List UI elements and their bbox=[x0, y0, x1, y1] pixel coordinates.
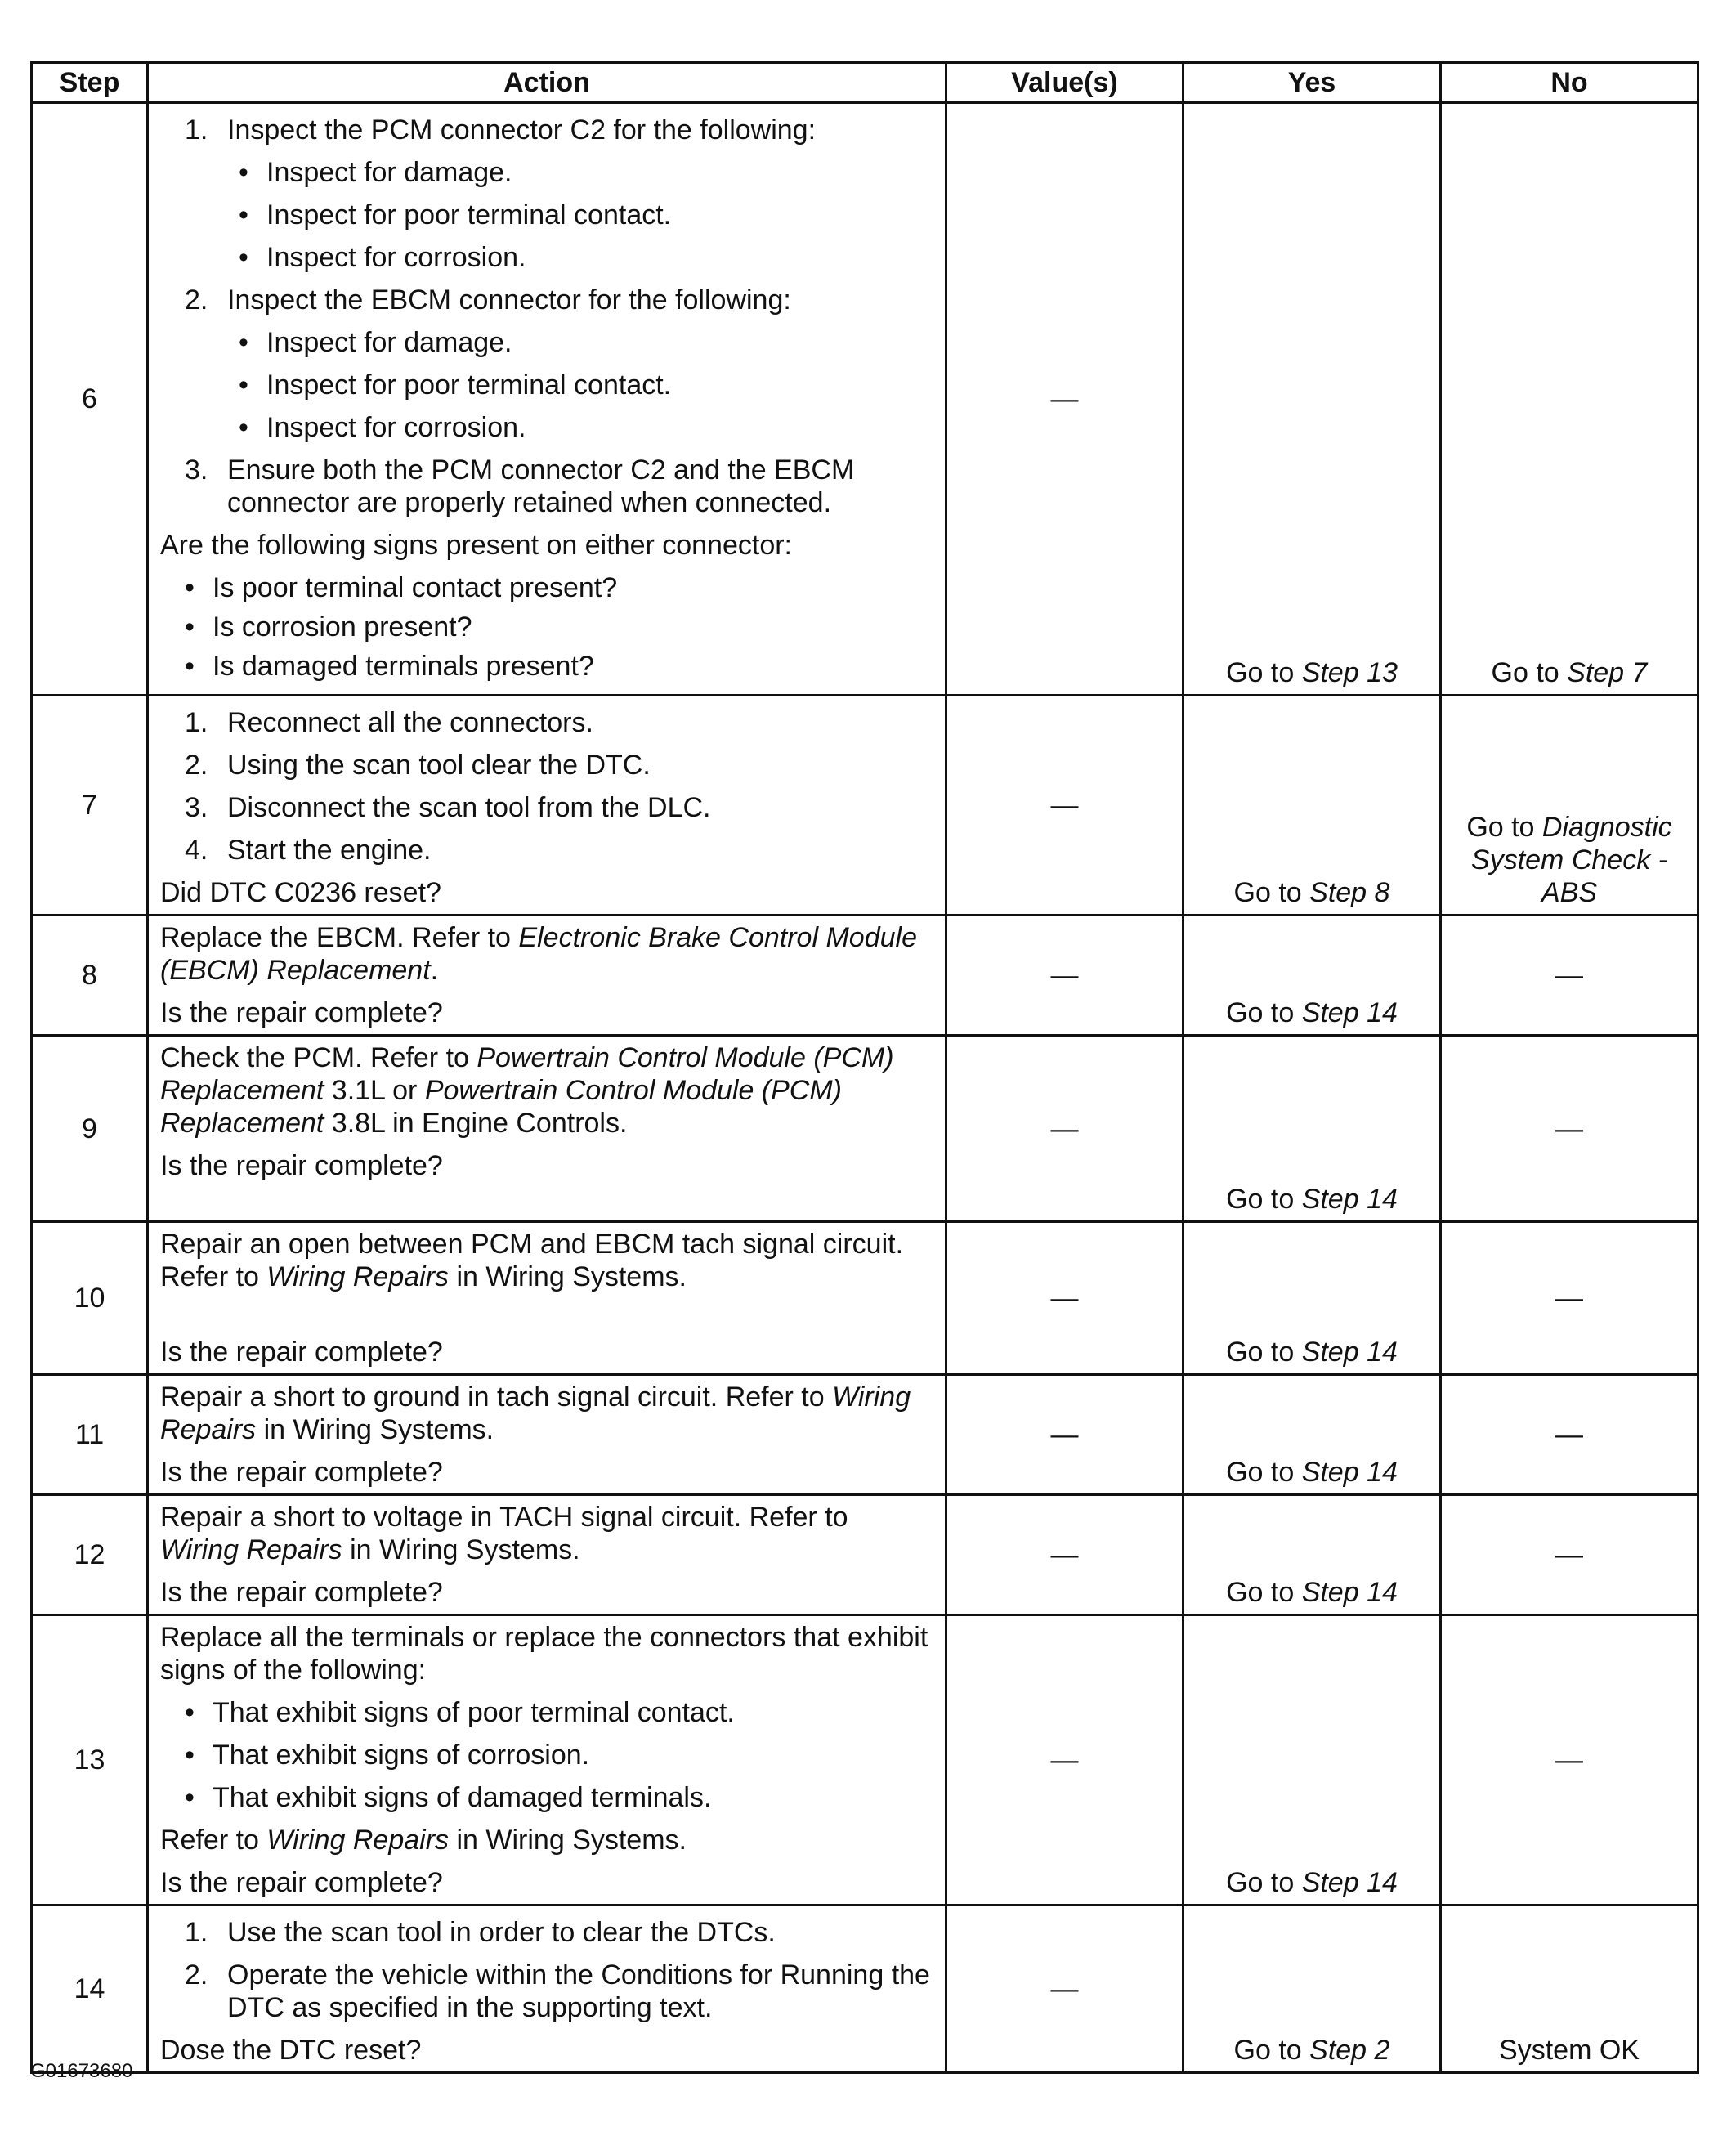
reference-link[interactable]: Wiring Repairs bbox=[266, 1825, 450, 1856]
action-cell bbox=[148, 916, 946, 1036]
yes-prefix: Go to bbox=[1226, 997, 1302, 1028]
yes-cell bbox=[1183, 916, 1441, 1036]
action-subitem: Inspect for corrosion. bbox=[266, 242, 526, 273]
step-number: 8 bbox=[32, 916, 148, 1036]
value-cell: — bbox=[946, 916, 1183, 1036]
no-cell bbox=[1441, 696, 1698, 916]
header-values: Value(s) bbox=[946, 63, 1183, 103]
figure-id: G01673680 bbox=[30, 2060, 133, 2082]
no-prefix: Go to bbox=[1491, 657, 1568, 688]
header-no: No bbox=[1441, 63, 1698, 103]
no-cell: — bbox=[1441, 1036, 1698, 1222]
step-number: 13 bbox=[32, 1615, 148, 1905]
action-question: Is the repair complete? bbox=[160, 1337, 443, 1368]
action-subitem: Inspect for poor terminal contact. bbox=[266, 199, 672, 231]
action-cell bbox=[148, 1375, 946, 1495]
yes-cell bbox=[1183, 1905, 1441, 2073]
bullet-icon: • bbox=[239, 327, 248, 358]
yes-cell bbox=[1183, 1495, 1441, 1615]
step-number: 7 bbox=[32, 696, 148, 916]
reference-link[interactable]: Electronic Brake Control Module (EBCM) Replacement bbox=[160, 922, 917, 986]
table-row bbox=[32, 1375, 1698, 1495]
yes-prefix: Go to bbox=[1226, 1337, 1302, 1368]
list-number: 2. bbox=[185, 750, 208, 781]
action-question: Is the repair complete? bbox=[160, 1457, 443, 1488]
no-step-link[interactable]: Diagnostic System Check - ABS bbox=[1471, 812, 1672, 908]
yes-cell bbox=[1183, 696, 1441, 916]
bullet-icon: • bbox=[239, 157, 248, 188]
yes-step-link[interactable]: Step 8 bbox=[1309, 877, 1390, 908]
action-text: Repair a short to ground in tach signal circuit. Refer to bbox=[160, 1381, 833, 1413]
value-cell: — bbox=[946, 1375, 1183, 1495]
action-question: Is the repair complete? bbox=[160, 997, 443, 1028]
step-number: 10 bbox=[32, 1222, 148, 1375]
action-subitem: That exhibit signs of corrosion. bbox=[213, 1740, 590, 1771]
diagnostic-table-container bbox=[30, 61, 1697, 2074]
action-text: Replace the EBCM. Refer to bbox=[160, 922, 519, 953]
yes-prefix: Go to bbox=[1226, 657, 1302, 688]
header-step: Step bbox=[32, 63, 148, 103]
action-cell bbox=[148, 1495, 946, 1615]
action-question: Is the repair complete? bbox=[160, 1150, 443, 1181]
table-row bbox=[32, 1036, 1698, 1222]
yes-step-link[interactable]: Step 13 bbox=[1301, 657, 1398, 688]
action-text: Check the PCM. Refer to bbox=[160, 1042, 477, 1073]
yes-cell bbox=[1183, 1615, 1441, 1905]
value-cell: — bbox=[946, 1036, 1183, 1222]
step-number: 14 bbox=[32, 1905, 148, 2073]
step-number: 9 bbox=[32, 1036, 148, 1222]
reference-link[interactable]: Powertrain Control Module (PCM) Replacement bbox=[160, 1075, 842, 1139]
bullet-icon: • bbox=[239, 412, 248, 443]
action-item: Inspect the EBCM connector for the following: bbox=[227, 284, 791, 316]
action-subitem: That exhibit signs of poor terminal contact. bbox=[213, 1697, 735, 1728]
list-number: 3. bbox=[185, 792, 208, 823]
action-item: Disconnect the scan tool from the DLC. bbox=[227, 792, 711, 823]
header-action: Action bbox=[148, 63, 946, 103]
value-cell: — bbox=[946, 1222, 1183, 1375]
list-number: 2. bbox=[185, 284, 208, 316]
table-row bbox=[32, 1222, 1698, 1375]
no-cell: System OK bbox=[1441, 1905, 1698, 2073]
header-yes: Yes bbox=[1183, 63, 1441, 103]
bullet-icon: • bbox=[239, 242, 248, 273]
action-subitem: Inspect for poor terminal contact. bbox=[266, 369, 672, 401]
no-cell: — bbox=[1441, 916, 1698, 1036]
action-item: Using the scan tool clear the DTC. bbox=[227, 750, 651, 781]
no-cell: — bbox=[1441, 1495, 1698, 1615]
action-text: . bbox=[430, 955, 439, 986]
action-text: 3.1L or bbox=[324, 1075, 425, 1106]
yes-prefix: Go to bbox=[1226, 1457, 1302, 1488]
table-row bbox=[32, 1615, 1698, 1905]
action-question: Are the following signs present on either connector: bbox=[160, 530, 793, 561]
list-number: 1. bbox=[185, 114, 208, 146]
table-row bbox=[32, 916, 1698, 1036]
list-number: 1. bbox=[185, 707, 208, 738]
bullet-icon: • bbox=[239, 199, 248, 231]
yes-step-link[interactable]: Step 14 bbox=[1301, 1184, 1398, 1215]
action-text: Refer to bbox=[160, 1825, 267, 1856]
action-item: Use the scan tool in order to clear the DTCs. bbox=[227, 1917, 776, 1948]
action-subitem: That exhibit signs of damaged terminals. bbox=[213, 1782, 712, 1813]
action-item: Ensure both the PCM connector C2 and the EBCM connector are properly retained when connected. bbox=[227, 455, 855, 518]
yes-prefix: Go to bbox=[1226, 1867, 1302, 1898]
action-subitem: Is damaged terminals present? bbox=[213, 651, 594, 682]
reference-link[interactable]: Wiring Repairs bbox=[266, 1261, 450, 1292]
bullet-icon: • bbox=[185, 572, 195, 603]
yes-prefix: Go to bbox=[1226, 1577, 1302, 1608]
action-cell bbox=[148, 1905, 946, 2073]
action-text: in Wiring Systems. bbox=[342, 1534, 580, 1565]
action-subitem: Inspect for damage. bbox=[266, 327, 512, 358]
action-item: Reconnect all the connectors. bbox=[227, 707, 593, 738]
yes-prefix: Go to bbox=[1226, 1184, 1302, 1215]
value-cell: — bbox=[946, 1905, 1183, 2073]
bullet-icon: • bbox=[185, 1697, 195, 1728]
bullet-icon: • bbox=[185, 1740, 195, 1771]
action-subitem: Inspect for damage. bbox=[266, 157, 512, 188]
step-number: 12 bbox=[32, 1495, 148, 1615]
diagnostic-steps-table bbox=[30, 61, 1699, 2074]
step-number: 6 bbox=[32, 103, 148, 696]
list-number: 1. bbox=[185, 1917, 208, 1948]
bullet-icon: • bbox=[239, 369, 248, 401]
action-text: Replace all the terminals or replace the connectors that exhibit signs of the following: bbox=[160, 1622, 928, 1686]
action-cell bbox=[148, 1615, 946, 1905]
yes-step-link[interactable]: Step 14 bbox=[1301, 1337, 1398, 1368]
yes-step-link[interactable]: Step 14 bbox=[1301, 1457, 1398, 1488]
no-cell: — bbox=[1441, 1375, 1698, 1495]
no-cell: — bbox=[1441, 1615, 1698, 1905]
action-text: 3.8L in Engine Controls. bbox=[324, 1108, 628, 1139]
yes-prefix: Go to bbox=[1233, 877, 1310, 908]
list-number: 3. bbox=[185, 455, 208, 486]
action-text: in Wiring Systems. bbox=[449, 1825, 687, 1856]
action-text: Repair a short to voltage in TACH signal circuit. Refer to bbox=[160, 1502, 848, 1533]
table-row bbox=[32, 1905, 1698, 2073]
yes-step-link[interactable]: Step 14 bbox=[1301, 1867, 1398, 1898]
table-row bbox=[32, 1495, 1698, 1615]
table-row bbox=[32, 696, 1698, 916]
reference-link[interactable]: Powertrain Control Module (PCM) Replacement bbox=[160, 1042, 894, 1106]
action-question: Is the repair complete? bbox=[160, 1577, 443, 1608]
action-item: Inspect the PCM connector C2 for the following: bbox=[227, 114, 817, 146]
table-row bbox=[32, 103, 1698, 696]
bullet-icon: • bbox=[185, 611, 195, 643]
action-question: Did DTC C0236 reset? bbox=[160, 877, 441, 908]
action-text: Repair an open between PCM and EBCM tach signal circuit. Refer to bbox=[160, 1229, 904, 1292]
value-cell: — bbox=[946, 1495, 1183, 1615]
no-cell: — bbox=[1441, 1222, 1698, 1375]
list-number: 2. bbox=[185, 1959, 208, 1991]
list-number: 4. bbox=[185, 835, 208, 866]
yes-cell bbox=[1183, 103, 1441, 696]
action-subitem: Is corrosion present? bbox=[213, 611, 472, 643]
action-item: Operate the vehicle within the Conditions for Running the DTC as specified in the supporting text. bbox=[227, 1959, 930, 2023]
action-cell bbox=[148, 103, 946, 696]
action-text: in Wiring Systems. bbox=[256, 1414, 494, 1445]
value-cell: — bbox=[946, 103, 1183, 696]
step-number: 11 bbox=[32, 1375, 148, 1495]
action-cell bbox=[148, 696, 946, 916]
no-cell bbox=[1441, 103, 1698, 696]
action-cell bbox=[148, 1222, 946, 1375]
value-cell: — bbox=[946, 696, 1183, 916]
yes-cell bbox=[1183, 1222, 1441, 1375]
yes-cell bbox=[1183, 1375, 1441, 1495]
yes-step-link[interactable]: Step 14 bbox=[1301, 1577, 1398, 1608]
yes-cell bbox=[1183, 1036, 1441, 1222]
yes-step-link[interactable]: Step 14 bbox=[1301, 997, 1398, 1028]
reference-link[interactable]: Wiring Repairs bbox=[160, 1534, 342, 1565]
no-prefix: Go to bbox=[1466, 812, 1542, 843]
bullet-icon: • bbox=[185, 1782, 195, 1813]
yes-prefix: Go to bbox=[1233, 2035, 1310, 2066]
reference-link[interactable]: Wiring Repairs bbox=[160, 1381, 911, 1445]
action-item: Start the engine. bbox=[227, 835, 432, 866]
header-row bbox=[32, 63, 1698, 103]
bullet-icon: • bbox=[185, 651, 195, 682]
action-question: Is the repair complete? bbox=[160, 1867, 443, 1898]
no-step-link[interactable]: Step 7 bbox=[1567, 657, 1648, 688]
action-subitem: Is poor terminal contact present? bbox=[213, 572, 618, 603]
action-subitem: Inspect for corrosion. bbox=[266, 412, 526, 443]
value-cell: — bbox=[946, 1615, 1183, 1905]
action-cell bbox=[148, 1036, 946, 1222]
action-question: Dose the DTC reset? bbox=[160, 2035, 422, 2066]
action-text: in Wiring Systems. bbox=[449, 1261, 687, 1292]
yes-step-link[interactable]: Step 2 bbox=[1309, 2035, 1390, 2066]
